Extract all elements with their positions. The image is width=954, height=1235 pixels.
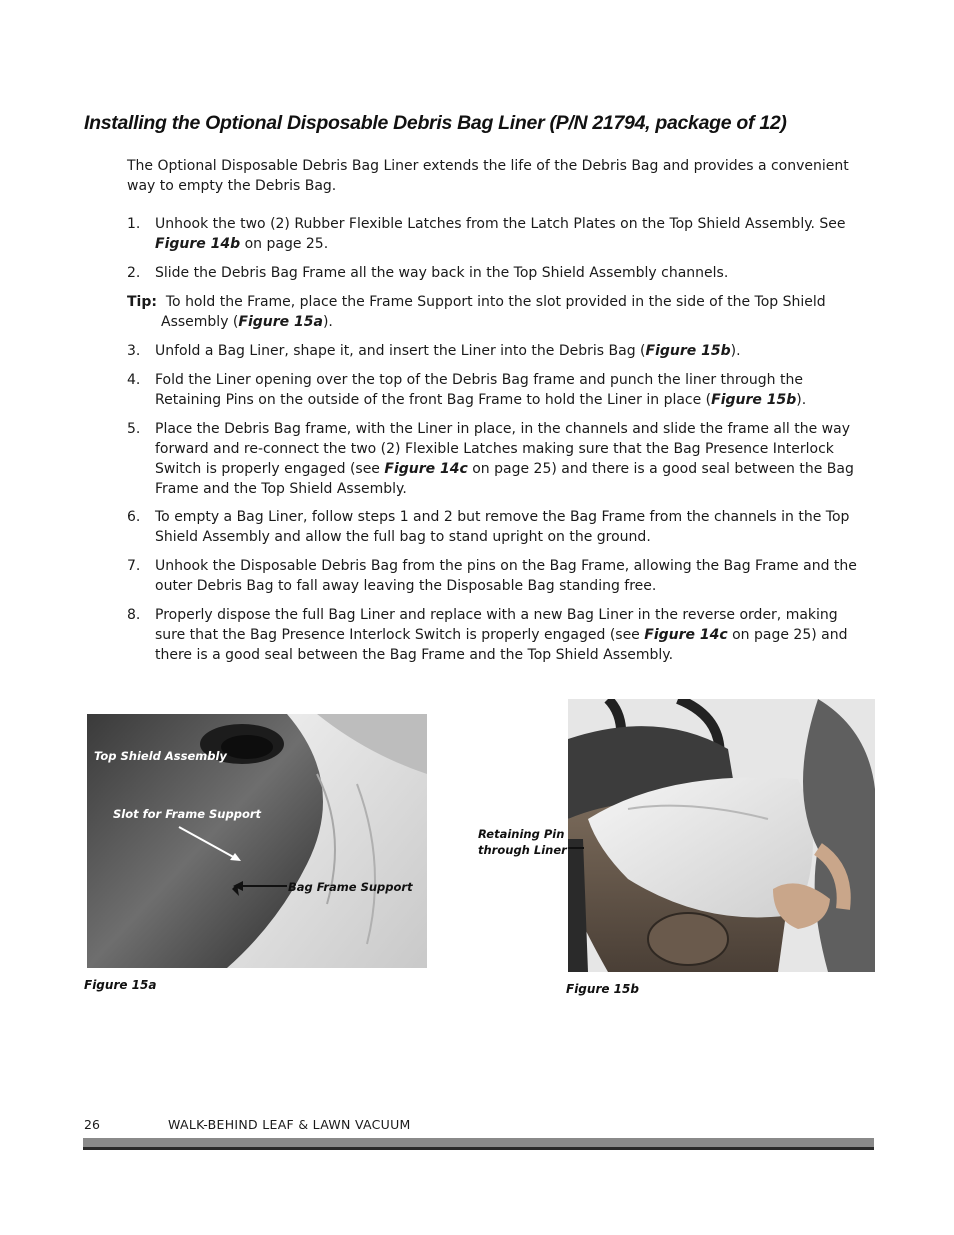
step-text: Properly dispose the full Bag Liner and replace with a new Bag Liner in the reverse order, making sure that the Bag Presence Interlock Switch is properly engaged (see Figure 14c on page 25) and there is a good seal between the Bag Frame and the Top Shield Assembly. xyxy=(155,607,848,663)
figure-reference: Figure 14c xyxy=(644,627,728,643)
step-number: 4. xyxy=(127,372,141,388)
step-number: 3. xyxy=(127,343,141,359)
tip-label: Tip: xyxy=(127,294,157,310)
callout-slot-for-frame-support: Slot for Frame Support xyxy=(113,807,262,821)
step-number: 5. xyxy=(127,421,141,437)
callout-top-shield-assembly: Top Shield Assembly xyxy=(94,749,227,763)
step-number: 2. xyxy=(127,265,141,281)
intro-paragraph: The Optional Disposable Debris Bag Liner extends the life of the Debris Bag and provides a convenient way to empty the Debris Bag. xyxy=(127,158,849,194)
step-text: To empty a Bag Liner, follow steps 1 and 2 but remove the Bag Frame from the channels in the Top Shield Assembly and allow the full bag to stand upright on the ground. xyxy=(155,509,850,545)
figure-reference: Figure 15a xyxy=(238,314,323,330)
figure-reference: Figure 15b xyxy=(711,392,797,408)
callout-bag-frame-support: Bag Frame Support xyxy=(288,880,413,894)
page-number: 26 xyxy=(84,1117,100,1132)
step-text: Slide the Debris Bag Frame all the way back in the Top Shield Assembly channels. xyxy=(155,265,729,281)
step-1 xyxy=(127,214,867,254)
step-text: Unhook the Disposable Debris Bag from the pins on the Bag Frame, allowing the Bag Frame and the outer Debris Bag to fall away leaving the Disposable Bag standing free. xyxy=(155,558,857,594)
step-number: 6. xyxy=(127,509,141,525)
figure-15b-illustration xyxy=(568,699,875,972)
step-5 xyxy=(127,419,867,499)
step-7 xyxy=(127,556,867,596)
step-text: Place the Debris Bag frame, with the Liner in place, in the channels and slide the frame all the way forward and re-connect the two (2) Flexible Latches making sure that the Bag Presence Interlock Switch is properly engaged (see Figure 14c on page 25) and there is a good seal between the Bag Frame and the Top Shield Assembly. xyxy=(155,421,854,497)
step-8 xyxy=(127,605,867,665)
step-number: 7. xyxy=(127,558,141,574)
footer-rule xyxy=(83,1138,874,1147)
step-3 xyxy=(127,341,867,361)
step-text: Fold the Liner opening over the top of the Debris Bag frame and punch the liner through the Retaining Pins on the outside of the front Bag Frame to hold the Liner in place (Figure 15b). xyxy=(155,372,807,408)
step-number: 8. xyxy=(127,607,141,623)
section-title: Installing the Optional Disposable Debris Bag Liner (P/N 21794, package of 12) xyxy=(84,112,787,134)
tip-text: To hold the Frame, place the Frame Support into the slot provided in the side of the Top Shield Assembly ( xyxy=(161,294,826,330)
figure-15a-caption: Figure 15a xyxy=(84,978,157,992)
step-text: Unfold a Bag Liner, shape it, and insert the Liner into the Debris Bag (Figure 15b). xyxy=(155,343,741,359)
callout-retaining-pin-line-2: through Liner xyxy=(478,843,567,857)
figure-reference: Figure 14c xyxy=(384,461,468,477)
figure-reference: Figure 14b xyxy=(155,236,241,252)
step-number: 1. xyxy=(127,216,141,232)
step-text: Unhook the two (2) Rubber Flexible Latches from the Latch Plates on the Top Shield Assembly. See Figure 14b on page 25. xyxy=(155,216,846,252)
footer-rule-dark xyxy=(83,1147,874,1150)
figure-15b-caption: Figure 15b xyxy=(566,982,639,996)
tip-note: Tip: To hold the Frame, place the Frame Support into the slot provided in the side of the Top Shield Assembly (Figure 15a). xyxy=(127,294,826,330)
figure-reference: Figure 15b xyxy=(645,343,731,359)
callout-retaining-pin-line-1: Retaining Pin xyxy=(478,827,565,841)
step-4 xyxy=(127,370,867,410)
footer-title: WALK-BEHIND LEAF & LAWN VACUUM xyxy=(168,1117,411,1132)
figure-15b-photo xyxy=(568,699,875,972)
step-6 xyxy=(127,507,867,547)
step-2 xyxy=(127,263,867,283)
